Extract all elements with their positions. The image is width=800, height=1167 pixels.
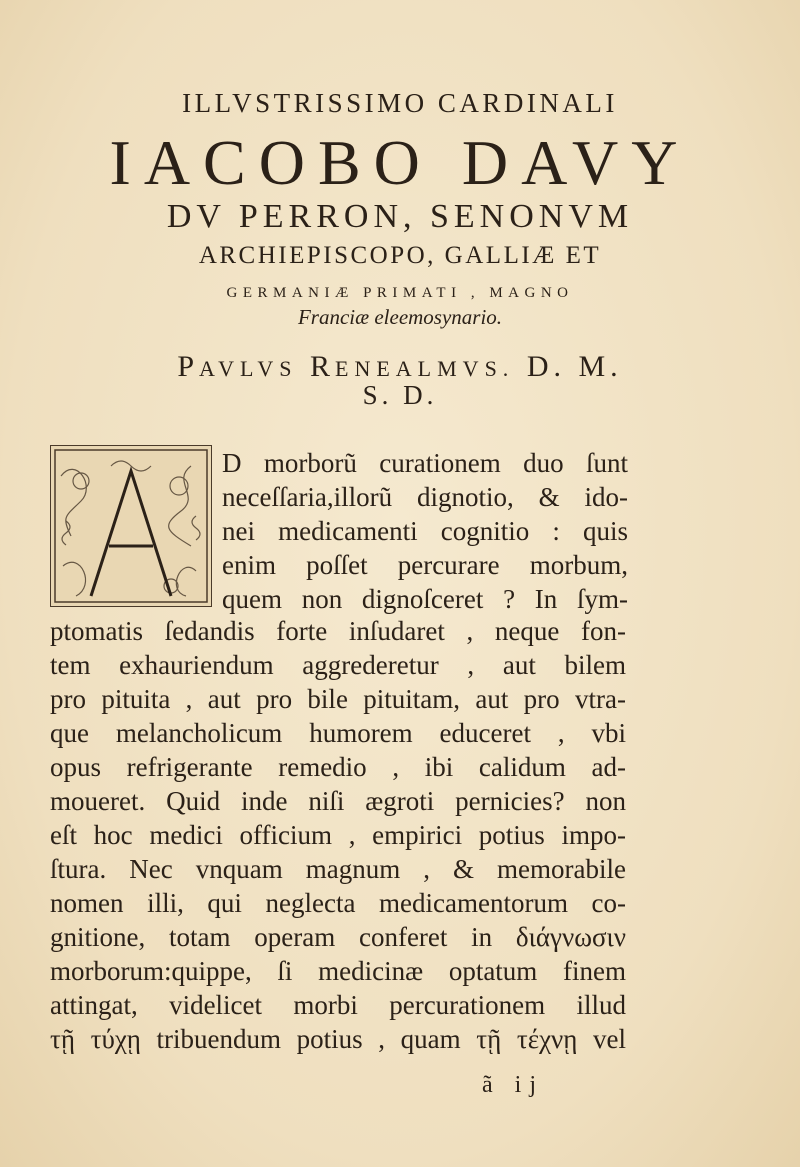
text-line-7: tem exhauriendum aggrederetur , aut bilem <box>50 650 626 680</box>
text-line-2: neceſſaria,illorũ dignotio, & ido- <box>222 482 628 512</box>
text-line-8: pro pituita , aut pro bile pituitam, aut pro vtra- <box>50 684 626 714</box>
text-line-16: morborum:quippe, ſi medicinæ optatum finem <box>50 956 626 986</box>
text-line-5: quem non dignoſceret ? In ſym- <box>222 584 628 614</box>
text-line-14: nomen illi, qui neglecta medicamentorum co- <box>50 888 626 918</box>
dedication-line-1: ILLVSTRISSIMO CARDINALI <box>182 88 618 118</box>
author-salutation <box>0 350 800 384</box>
text-line-15: gnitione, totam operam conferet in διάγνωσιν <box>50 922 626 952</box>
dedication-line-5: GERMANIÆ PRIMATI , MAGNO <box>226 285 574 301</box>
author-name-rest: AVLVS <box>199 356 298 381</box>
text-line-6: ptomatis ſedandis forte inſudaret , neque fon- <box>50 616 626 646</box>
text-line-17: attingat, videlicet morbi percurationem illud <box>50 990 626 1020</box>
text-line-13: ſtura. Nec vnquam magnum , & memorabile <box>50 854 626 884</box>
text-line-1: D morborũ curationem duo ſunt <box>222 448 628 478</box>
text-line-10: opus refrigerante remedio , ibi calidum ad- <box>50 752 626 782</box>
text-line-12: eſt hoc medici officium , empirici potius impo- <box>50 820 626 850</box>
text-line-11: moueret. Quid inde niſi ægroti pernicies? non <box>50 786 626 816</box>
text-line-3: nei medicamenti cognitio : quis <box>222 516 628 546</box>
text-line-18: τῇ τύχῃ tribuendum potius , quam τῇ τέχνῃ vel <box>50 1024 626 1054</box>
author-surname-rest: ENEALMVS. <box>335 356 515 381</box>
text-line-4: enim poſſet percurare morbum, <box>222 550 628 580</box>
decorated-initial <box>50 445 212 607</box>
text-line-9: que melancholicum humorem educeret , vbi <box>50 718 626 748</box>
author-initial-p: P <box>177 350 200 383</box>
dedication-line-3: DV PERRON, SENONVM <box>166 198 634 235</box>
signature-mark: ã ij <box>482 1072 544 1098</box>
ornament-icon <box>51 446 211 606</box>
sd-abbrev: S. D. <box>362 380 438 410</box>
dedication-line-6: Franciæ eleemosynario. <box>297 305 503 329</box>
dedication-name: IACOBO DAVY <box>109 127 691 198</box>
author-initial-r: R <box>310 350 336 383</box>
dm-abbrev: D. M. <box>526 350 623 383</box>
dedication-line-4: ARCHIEPISCOPO, GALLIÆ ET <box>198 242 602 269</box>
